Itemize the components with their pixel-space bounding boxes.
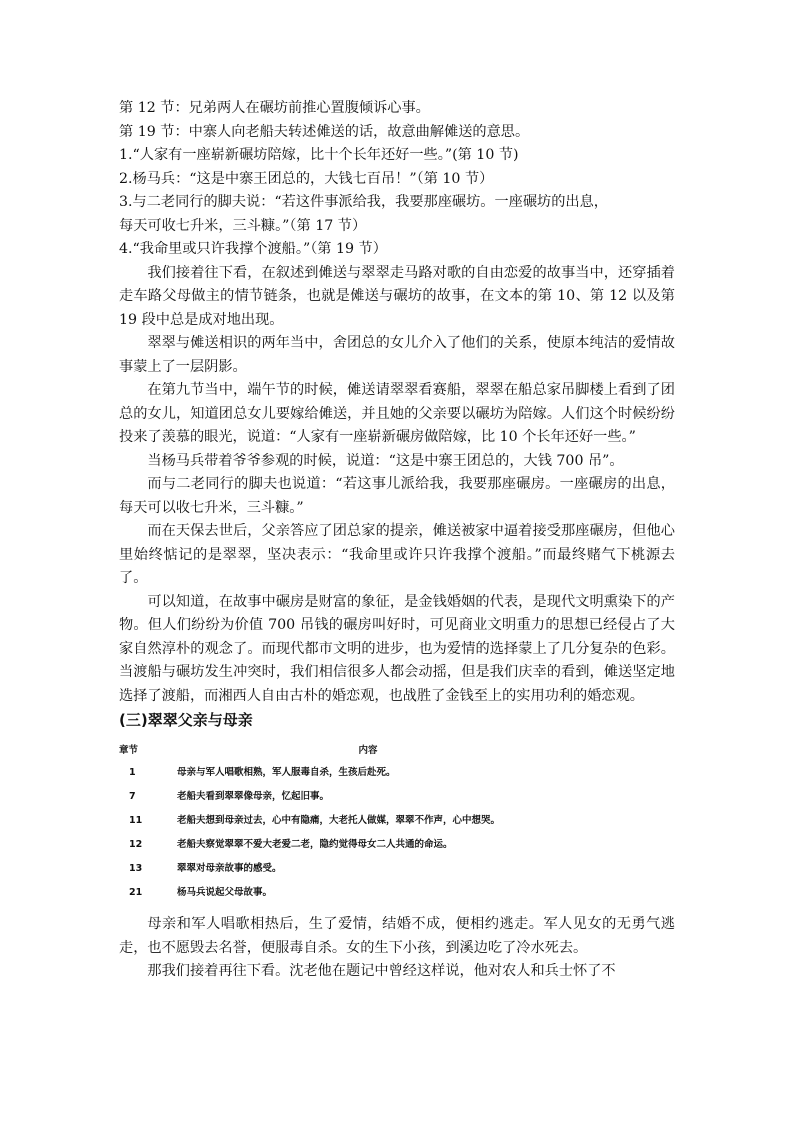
- body-paragraph: 翠翠与傩送相识的两年当中，舍团总的女儿介入了他们的关系，使原本纯洁的爱情故事蒙上了一层阴影。: [119, 335, 675, 375]
- content-cell: 母亲与军人唱歌相熟，军人服毒自杀，生孩后赴死。: [177, 767, 396, 778]
- body-paragraph: 我们接着往下看，在叙述到傩送与翠翠走马路对歌的自由恋爱的故事当中，还穿插着走车路父母做主的情节链条，也就是傩送与碾坊的故事，在文本的第 10、第 12 以及第 19 段中总是成对地出现。: [119, 264, 675, 328]
- content-cell: 翠翠对母亲故事的感受。: [177, 863, 282, 874]
- quote-line: 4.“我命里或只许我撑个渡船。”（第 19 节）: [119, 241, 387, 257]
- quote-line: 每天可收七升米，三斗糠。”（第 17 节）: [119, 217, 367, 234]
- section-heading: (三)翠翠父亲与母亲: [119, 711, 253, 729]
- quote-line: 2.杨马兵：“这是中寨王团总的，大钱七百吊！”（第 10 节）: [119, 170, 494, 187]
- column-header-chapter: 章节: [119, 745, 139, 756]
- body-paragraph: 而在天保去世后，父亲答应了团总家的提亲，傩送被家中逼着接受那座碾房，但他心里始终惦记的是翠翠，坚决表示：“我命里或许只许我撑个渡船。”而最终赌气下桃源去了。: [119, 523, 675, 586]
- quote-line: 3.与二老同行的脚夫说：“若这件事派给我，我要那座碾坊。一座碾坊的出息，: [119, 194, 608, 210]
- closing-text: [119, 913, 675, 984]
- intro-block: [119, 97, 675, 262]
- intro-line: 第 12 节：兄弟两人在碾坊前推心置腹倾诉心事。: [119, 100, 430, 116]
- chapter-cell: 12: [129, 839, 143, 850]
- chapter-table: [119, 739, 559, 907]
- body-paragraph: 可以知道，在故事中碾房是财富的象征，是金钱婚姻的代表，是现代文明熏染下的产物。但人们纷纷为价值 700 吊钱的碾房叫好时，可见商业文明重力的思想已经侵占了大家自然淳朴的观念了。而现代都市文明的进步，也为爱情的选择蒙上了几分复杂的色彩。当渡船与碾坊发生冲突时，我们相信很多人都会动摇，但是我们庆幸的看到，傩送坚定地选择了渡船，而湘西人自由古朴的婚恋观，也战胜了金钱至上的实用功利的婚恋观。: [119, 593, 675, 704]
- table-header-row: [119, 739, 559, 763]
- body-paragraph: 当杨马兵带着爷爷参观的时候，说道：“这是中寨王团总的，大钱 700 吊”。: [147, 452, 624, 469]
- body-paragraph: 而与二老同行的脚夫也说道：“若这事儿派给我，我要那座碾房。一座碾房的出息，每天可以收七升米，三斗糠。”: [119, 476, 675, 516]
- body-paragraph: 在第九节当中，端午节的时候，傩送请翠翠看赛船，翠翠在船总家吊脚楼上看到了团总的女儿，知道团总女儿要嫁给傩送，并且她的父亲要以碾坊为陪嫁。人们这个时候纷纷投来了羡慕的眼光，说道：“人家有一座崭新碾房做陪嫁，比 10 个长年还好一些。”: [119, 382, 675, 445]
- chapter-cell: 1: [129, 767, 136, 778]
- body-paragraph: 那我们接着再往下看。沈老他在题记中曾经这样说，他对农人和兵士怀了不: [147, 963, 616, 979]
- content-cell: 老船夫察觉翠翠不爱大老爱二老，隐约觉得母女二人共通的命运。: [177, 839, 453, 850]
- chapter-cell: 13: [129, 863, 143, 874]
- column-header-content: 内容: [358, 745, 378, 756]
- table-row: [119, 883, 559, 907]
- table-row: [119, 835, 559, 859]
- document-page: [119, 97, 675, 984]
- content-cell: 老船夫看到翠翠像母亲，忆起旧事。: [177, 791, 330, 802]
- table-row: [119, 811, 559, 835]
- body-text: [119, 262, 675, 709]
- chapter-cell: 7: [129, 791, 136, 802]
- content-cell: 杨马兵说起父母故事。: [177, 887, 273, 898]
- chapter-cell: 11: [129, 815, 143, 826]
- quote-line: 1.“人家有一座崭新碾坊陪嫁，比十个长年还好一些。”(第 10 节): [119, 147, 519, 163]
- intro-line: 第 19 节：中寨人向老船夫转述傩送的话，故意曲解傩送的意思。: [119, 123, 530, 140]
- table-row: [119, 763, 559, 787]
- chapter-cell: 21: [129, 887, 143, 898]
- table-row: [119, 859, 559, 883]
- table-row: [119, 787, 559, 811]
- content-cell: 老船夫想到母亲过去，心中有隐痛，大老托人做媒，翠翠不作声，心中想哭。: [177, 815, 501, 826]
- body-paragraph: 母亲和军人唱歌相热后，生了爱情，结婚不成，便相约逃走。军人见女的无勇气逃走，也不愿毁去名誉，便服毒自杀。女的生下小孩，到溪边吃了冷水死去。: [119, 916, 675, 956]
